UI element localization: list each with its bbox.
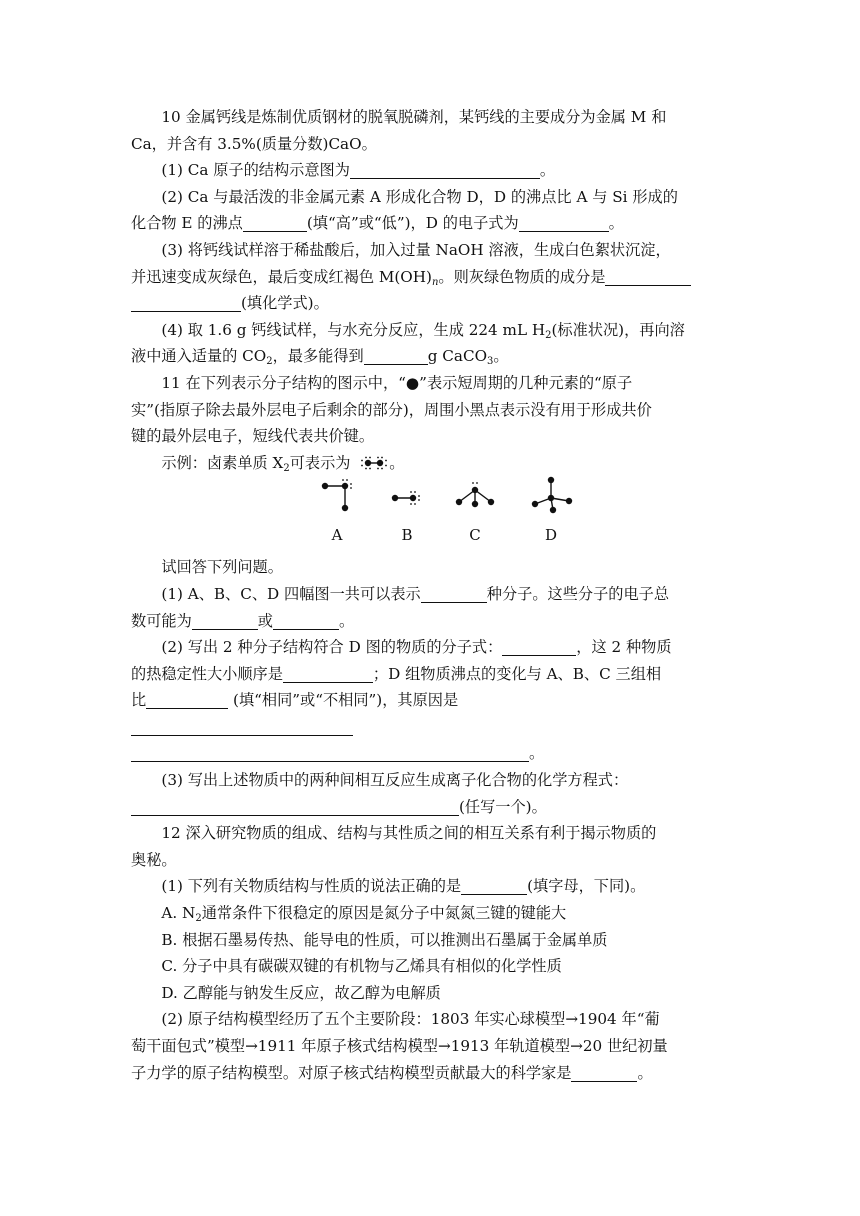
q11-example: 示例：卤素单质 $X_2$可表示为 。	[161, 453, 405, 474]
q12-part2-line2: 萄干面包式”模型→1911 年原子核式结构模型→1913 年轨道模型→20 世纪初量	[131, 1037, 668, 1055]
q10-part3-line3: (填化学式)。	[131, 290, 731, 317]
q12-option-d: D. 乙醇能与钠发生反应，故乙醇为电解质	[161, 983, 441, 1002]
answer-blank[interactable]	[273, 611, 339, 630]
figure-d	[529, 476, 575, 545]
answer-blank[interactable]	[131, 743, 529, 762]
molecule-c-diagram	[453, 476, 497, 522]
q10-part1: (1) Ca 原子的结构示意图为 。	[161, 161, 556, 180]
q12-option-c: C. 分子中具有碳碳双键的有机物与乙烯具有相似的化学性质	[161, 957, 562, 976]
q10-part2-line1: (2) Ca 与最活泼的非金属元素 A 形成化合物 D，D 的沸点比 A 与 Si 形成的	[161, 187, 678, 206]
q11-part1-line2: 数可能为 或 。	[131, 611, 355, 630]
answer-blank[interactable]	[571, 1063, 637, 1082]
q11-part2-line3: 比 (填“相同”或“不相同”)，其原因是	[131, 691, 459, 710]
halogen-molecule-icon	[359, 456, 389, 470]
answer-blank[interactable]	[243, 213, 307, 232]
q11-part2-line4	[131, 714, 731, 741]
answer-blank[interactable]	[364, 346, 428, 365]
q11-part3-line1: (3) 写出上述物质中的两种间相互反应生成离子化合物的化学方程式：	[161, 771, 629, 790]
figure-b	[389, 476, 429, 545]
q10-stem-line1: 10 金属钙线是炼制优质钢材的脱氧脱磷剂，某钙线的主要成分为金属 M 和	[161, 108, 667, 126]
figure-label-a: A	[331, 526, 343, 545]
q12-option-b: B. 根据石墨易传热、能导电的性质，可以推测出石墨属于金属单质	[161, 930, 608, 949]
q12-option-a: A. $N_2$通常条件下很稳定的原因是氮分子中氮氮三键的键能大	[161, 904, 567, 925]
answer-blank[interactable]	[350, 160, 540, 179]
q10-stem-line2: Ca，并含有 3.5%(质量分数)CaO。	[131, 134, 377, 153]
molecule-a-diagram	[317, 476, 357, 522]
answer-blank[interactable]	[131, 717, 353, 736]
q10-part3-line1: (3) 将钙线试样溶于稀盐酸后，加入过量 NaOH 溶液，生成白色絮状沉淀，	[161, 240, 671, 259]
answer-blank[interactable]	[131, 293, 241, 312]
q11-part2-line5: 。	[131, 740, 731, 767]
q12-stem-line1: 12 深入研究物质的组成、结构与其性质之间的相互关系有利于揭示物质的	[161, 824, 657, 843]
q11-stem-line1: 11 在下列表示分子结构的图示中，“●”表示短周期的几种元素的“原子	[161, 373, 633, 392]
worksheet	[131, 104, 731, 1086]
q11-part1-line1: (1) A、B、C、D 四幅图一共可以表示 种分子。这些分子的电子总	[161, 584, 669, 603]
figure-label-b: B	[401, 526, 413, 545]
q12-part1: (1) 下列有关物质结构与性质的说法正确的是 (填字母，下同)。	[161, 877, 646, 896]
q11-stem-line3: 键的最外层电子，短线代表共价键。	[131, 427, 374, 446]
q10-part4-line1: (4) 取 1.6 g 钙线试样，与水充分反应，生成 224 mL $H_2$(标准状况)，再向溶	[161, 320, 685, 341]
q11-part3-line2: (任写一个)。	[131, 794, 731, 821]
answer-blank[interactable]	[461, 876, 527, 895]
figure-c	[453, 476, 497, 545]
answer-blank[interactable]	[502, 637, 576, 656]
answer-blank[interactable]	[283, 664, 373, 683]
answer-blank[interactable]	[605, 267, 691, 286]
figure-label-d: D	[544, 526, 558, 545]
q11-part2-line2: 的热稳定性大小顺序是 ；D 组物质沸点的变化与 A、B、C 三组相	[131, 664, 662, 683]
q10-part4-line2: 液中通入适量的 $CO_2$，最多能得到 g CaCO$_3$。	[131, 347, 509, 368]
q10-part2-line2: 化合物 E 的沸点 (填“高”或“低”)，D 的电子式为 。	[131, 214, 624, 233]
answer-blank[interactable]	[519, 213, 609, 232]
q12-stem-line2: 奥秘。	[131, 850, 177, 869]
answer-blank[interactable]	[146, 690, 228, 709]
figure-label-c: C	[469, 526, 481, 545]
q10-part3-line2: 并迅速变成灰绿色，最后变成红褐色 $M(OH)_n$。则灰绿色物质的成分是	[131, 264, 731, 291]
molecule-figures	[131, 476, 731, 554]
q12-part2-line3: 子力学的原子结构模型。对原子核式结构模型贡献最大的科学家是 。	[131, 1063, 653, 1082]
figure-a	[317, 476, 357, 545]
q11-part2-line1: (2) 写出 2 种分子结构符合 D 图的物质的分子式： ，这 2 种物质	[161, 638, 672, 657]
q11-ask: 试回答下列问题。	[161, 558, 283, 577]
answer-blank[interactable]	[192, 611, 258, 630]
q11-stem-line2: 实”(指原子除去最外层电子后剩余的部分)，周围小黑点表示没有用于形成共价	[131, 400, 652, 419]
answer-blank[interactable]	[131, 797, 459, 816]
molecule-d-diagram	[529, 476, 575, 522]
q12-part2-line1: (2) 原子结构模型经历了五个主要阶段：1803 年实心球模型→1904 年“葡	[161, 1010, 660, 1029]
molecule-b-diagram	[389, 476, 429, 522]
answer-blank[interactable]	[421, 584, 487, 603]
